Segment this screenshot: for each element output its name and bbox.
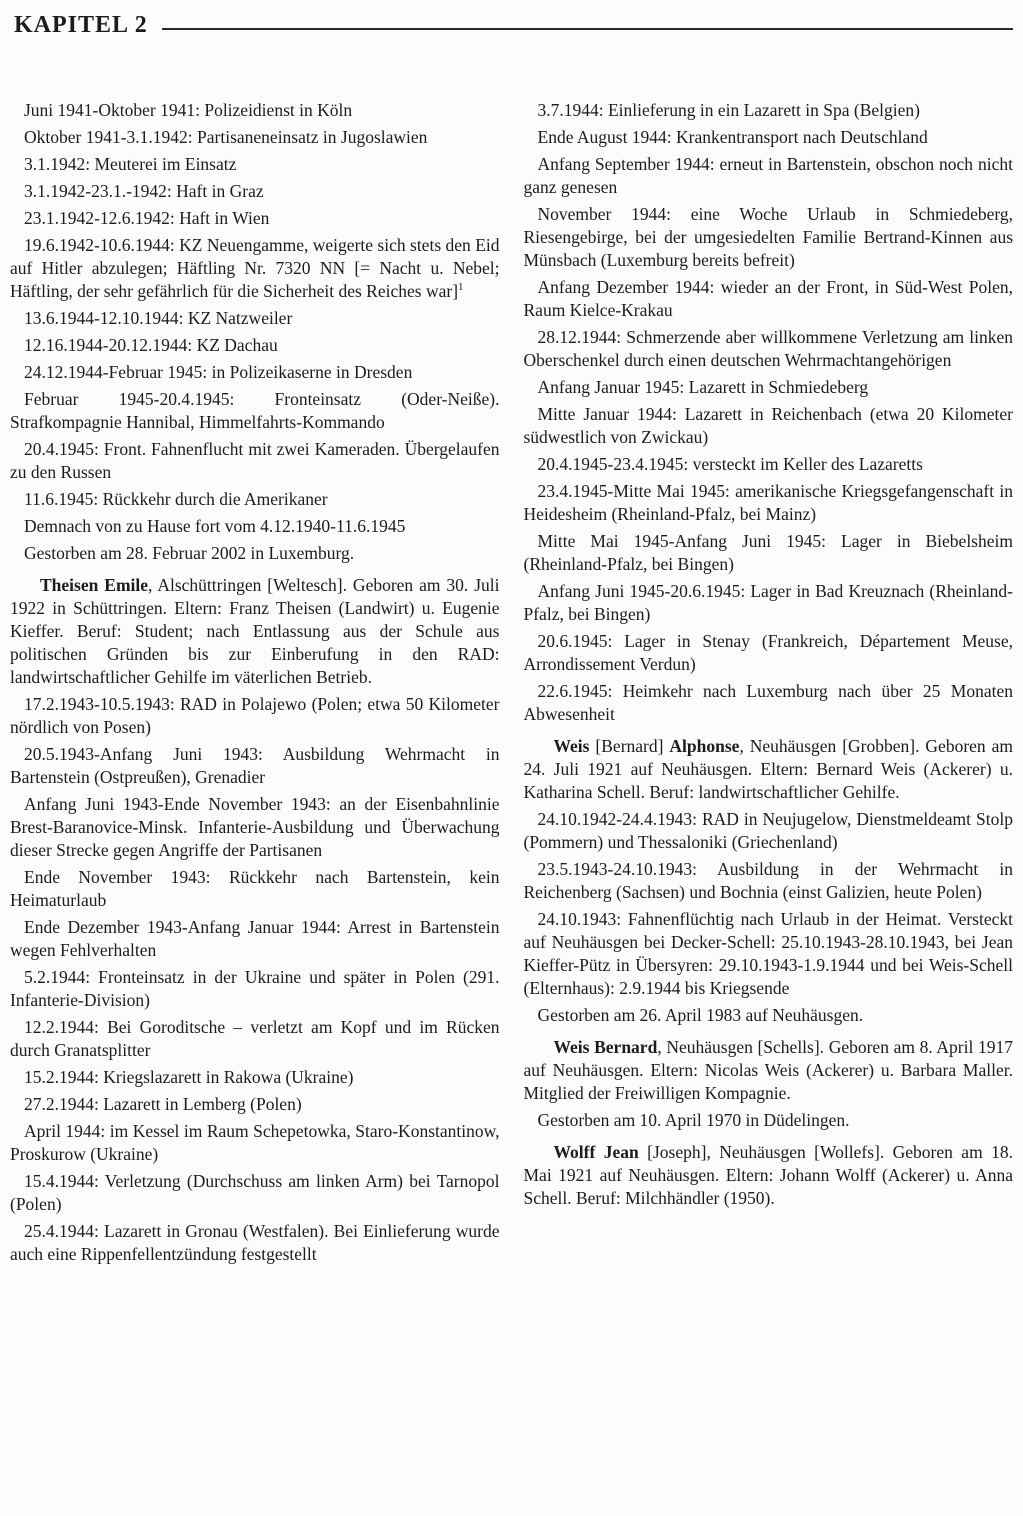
- text-run: Ende Dezember 1943-Anfang Januar 1944: Arrest in Bartenstein wegen Fehlverhalten: [10, 917, 500, 960]
- timeline-entry: [10, 693, 500, 739]
- text-run: , Neuhäusgen [Schells]. Geboren am 8. April 1917 auf Neuhäusgen. Eltern: Nicolas Weis (Ackerer) u. Barbara Maller. Mitglied der Freiwilligen Kompagnie.: [523, 1037, 1013, 1103]
- text-run: 15.4.1944: Verletzung (Durchschuss am linken Arm) bei Tarnopol (Polen): [10, 1171, 500, 1214]
- timeline-entry: [524, 580, 1014, 626]
- text-run: 20.4.1945-23.4.1945: versteckt im Keller des Lazaretts: [537, 454, 923, 474]
- text-run: 13.6.1944-12.10.1944: KZ Natzweiler: [24, 308, 293, 328]
- text-run: 28.12.1944: Schmerzende aber willkommene Verletzung am linken Oberschenkel durch einen deutschen Wehrmachtangehörigen: [523, 327, 1013, 370]
- text-run: November 1944: eine Woche Urlaub in Schmiedeberg, Riesengebirge, bei der umgesiedelten Familie Bertrand-Kinnen aus Münsbach (Luxemburg bereits befreit): [523, 204, 1013, 270]
- timeline-entry: [10, 388, 500, 434]
- timeline-entry: [524, 908, 1014, 1000]
- text-run: Gestorben am 10. April 1970 in Düdelingen.: [537, 1110, 850, 1130]
- biography-paragraph: [524, 735, 1014, 804]
- text-run: 3.1.1942-23.1.-1942: Haft in Graz: [24, 181, 264, 201]
- timeline-entry: [10, 1093, 500, 1116]
- text-run: 23.1.1942-12.6.1942: Haft in Wien: [24, 208, 270, 228]
- text-run: 5.2.1944: Fronteinsatz in der Ukraine und später in Polen (291. Infanterie-Division): [10, 967, 500, 1010]
- text-run: Ende August 1944: Krankentransport nach Deutschland: [537, 127, 928, 147]
- text-run: Anfang Januar 1945: Lazarett in Schmiedeberg: [537, 377, 869, 397]
- text-run: Oktober 1941-3.1.1942: Partisaneneinsatz in Jugoslawien: [24, 127, 428, 147]
- timeline-entry: [10, 966, 500, 1012]
- footnote-marker: 1: [458, 281, 464, 294]
- text-columns: [10, 99, 1013, 1270]
- timeline-entry: [10, 916, 500, 962]
- text-run: Anfang Juni 1943-Ende November 1943: an der Eisenbahnlinie Brest-Baranovice-Minsk. Infanterie-Ausbildung und Überwachung dieser Strecke gegen Angriffe der Partisanen: [10, 794, 500, 860]
- timeline-entry: [10, 307, 500, 330]
- text-run: [Bernard]: [589, 736, 670, 756]
- text-run: Mitte Mai 1945-Anfang Juni 1945: Lager in Biebelsheim (Rheinland-Pfalz, bei Bingen): [523, 531, 1013, 574]
- text-run: [Joseph], Neuhäusgen [Wollefs]. Geboren am 18. Mai 1921 auf Neuhäusgen. Eltern: Johann Wolff (Ackerer) u. Anna Schell. Beruf: Milchhändler (1950).: [523, 1142, 1013, 1208]
- timeline-entry: [524, 403, 1014, 449]
- timeline-entry: [10, 542, 500, 565]
- text-run: 17.2.1943-10.5.1943: RAD in Polajewo (Polen; etwa 50 Kilometer nördlich von Posen): [10, 694, 500, 737]
- text-run: Gestorben am 26. April 1983 auf Neuhäusgen.: [537, 1005, 864, 1025]
- timeline-entry: [524, 530, 1014, 576]
- person-name: Wolff Jean: [553, 1142, 639, 1162]
- timeline-entry: [524, 1109, 1014, 1132]
- text-run: 20.5.1943-Anfang Juni 1943: Ausbildung Wehrmacht in Bartenstein (Ostpreußen), Grenadier: [10, 744, 500, 787]
- text-run: 20.6.1945: Lager in Stenay (Frankreich, Département Meuse, Arrondissement Verdun): [523, 631, 1013, 674]
- text-run: 24.10.1943: Fahnenflüchtig nach Urlaub in der Heimat. Versteckt auf Neuhäusgen bei Decker-Schell: 25.10.1943-28.10.1943, bei Jean Kieffer-Pütz in Übersyren: 29.10.1943-1.9.1944 und bei Weis-Schell (Elternhaus): 2.9.1944 bis Kriegsende: [523, 909, 1013, 998]
- right-column: [524, 99, 1014, 1270]
- text-run: 24.10.1942-24.4.1943: RAD in Neujugelow, Dienstmeldeamt Stolp (Pommern) und Thessaloniki (Griechenland): [523, 809, 1013, 852]
- timeline-entry: [10, 1220, 500, 1266]
- heading-rule: [162, 28, 1013, 30]
- timeline-entry: [524, 376, 1014, 399]
- timeline-entry: [524, 630, 1014, 676]
- biography-paragraph: [10, 574, 500, 689]
- text-run: 11.6.1945: Rückkehr durch die Amerikaner: [24, 489, 328, 509]
- person-name: Theisen Emile: [40, 575, 149, 595]
- text-run: Anfang September 1944: erneut in Bartenstein, obschon noch nicht ganz genesen: [523, 154, 1013, 197]
- chapter-title: KAPITEL 2: [14, 12, 148, 38]
- text-run: 19.6.1942-10.6.1944: KZ Neuengamme, weigerte sich stets den Eid auf Hitler abzulegen; Häftling Nr. 7320 NN [= Nacht u. Nebel; Häftling, der sehr gefährlich für die Sicherheit des Reiches war]: [10, 235, 500, 301]
- text-run: 23.5.1943-24.10.1943: Ausbildung in der Wehrmacht in Reichenberg (Sachsen) und Bochnia (einst Galizien, heute Polen): [523, 859, 1013, 902]
- timeline-entry: [10, 1170, 500, 1216]
- text-run: 23.4.1945-Mitte Mai 1945: amerikanische Kriegsgefangenschaft in Heidesheim (Rheinland-Pfalz, bei Mainz): [523, 481, 1013, 524]
- text-run: 3.1.1942: Meuterei im Einsatz: [24, 154, 237, 174]
- timeline-entry: [10, 1120, 500, 1166]
- text-run: 12.16.1944-20.12.1944: KZ Dachau: [24, 335, 278, 355]
- timeline-entry: [10, 207, 500, 230]
- timeline-entry: [10, 793, 500, 862]
- timeline-entry: [524, 153, 1014, 199]
- timeline-entry: [10, 438, 500, 484]
- timeline-entry: [10, 334, 500, 357]
- person-name: Alphonse: [669, 736, 740, 756]
- text-run: , Alschüttringen [Weltesch]. Geboren am 30. Juli 1922 in Schüttringen. Eltern: Franz Theisen (Landwirt) u. Eugenie Kieffer. Beruf: Student; nach Entlassung aus der Schule aus politischen Gründen bis zur Einberufung in den RAD: landwirtschaftlicher Gehilfe im väterlichen Betrieb.: [10, 575, 500, 687]
- text-run: Demnach von zu Hause fort vom 4.12.1940-11.6.1945: [24, 516, 406, 536]
- text-run: Anfang Juni 1945-20.6.1945: Lager in Bad Kreuznach (Rheinland-Pfalz, bei Bingen): [523, 581, 1013, 624]
- text-run: Februar 1945-20.4.1945: Fronteinsatz (Oder-Neiße). Strafkompagnie Hannibal, Himmelfahrts-Kommando: [10, 389, 500, 432]
- timeline-entry: [10, 488, 500, 511]
- timeline-entry: [524, 203, 1014, 272]
- text-run: Mitte Januar 1944: Lazarett in Reichenbach (etwa 20 Kilometer südwestlich von Zwickau): [523, 404, 1013, 447]
- text-run: 12.2.1944: Bei Goroditsche – verletzt am Kopf und im Rücken durch Granatsplitter: [10, 1017, 500, 1060]
- text-run: Ende November 1943: Rückkehr nach Bartenstein, kein Heimaturlaub: [10, 867, 500, 910]
- text-run: , Neuhäusgen [Grobben]. Geboren am 24. Juli 1921 auf Neuhäusgen. Eltern: Bernard Weis (Ackerer) u. Katharina Schell. Beruf: landwirtschaftlicher Gehilfe.: [523, 736, 1013, 802]
- text-run: 25.4.1944: Lazarett in Gronau (Westfalen). Bei Einlieferung wurde auch eine Rippenfellentzündung festgestellt: [10, 1221, 500, 1264]
- chapter-header: [10, 12, 1013, 39]
- text-run: Anfang Dezember 1944: wieder an der Front, in Süd-West Polen, Raum Kielce-Krakau: [523, 277, 1013, 320]
- left-column: [10, 99, 500, 1270]
- timeline-entry: [10, 99, 500, 122]
- timeline-entry: [10, 1066, 500, 1089]
- timeline-entry: [10, 1016, 500, 1062]
- timeline-entry: [10, 866, 500, 912]
- biography-paragraph: [524, 1036, 1014, 1105]
- timeline-entry: [524, 680, 1014, 726]
- timeline-entry: [524, 808, 1014, 854]
- timeline-entry: [524, 99, 1014, 122]
- timeline-entry: [524, 480, 1014, 526]
- text-run: 20.4.1945: Front. Fahnenflucht mit zwei Kameraden. Übergelaufen zu den Russen: [10, 439, 500, 482]
- timeline-entry: [10, 234, 500, 303]
- text-run: 3.7.1944: Einlieferung in ein Lazarett in Spa (Belgien): [537, 100, 920, 120]
- timeline-entry: [524, 1004, 1014, 1027]
- timeline-entry: [10, 361, 500, 384]
- timeline-entry: [10, 126, 500, 149]
- text-run: 15.2.1944: Kriegslazarett in Rakowa (Ukraine): [24, 1067, 354, 1087]
- text-run: 24.12.1944-Februar 1945: in Polizeikaserne in Dresden: [24, 362, 413, 382]
- timeline-entry: [524, 126, 1014, 149]
- timeline-entry: [10, 153, 500, 176]
- text-run: 27.2.1944: Lazarett in Lemberg (Polen): [24, 1094, 302, 1114]
- timeline-entry: [10, 180, 500, 203]
- person-name: Weis Bernard: [553, 1037, 658, 1057]
- timeline-entry: [524, 326, 1014, 372]
- timeline-entry: [10, 515, 500, 538]
- biography-paragraph: [524, 1141, 1014, 1210]
- timeline-entry: [524, 276, 1014, 322]
- timeline-entry: [10, 743, 500, 789]
- text-run: April 1944: im Kessel im Raum Schepetowka, Staro-Konstantinow, Proskurow (Ukraine): [10, 1121, 500, 1164]
- text-run: Juni 1941-Oktober 1941: Polizeidienst in Köln: [24, 100, 353, 120]
- timeline-entry: [524, 858, 1014, 904]
- text-run: 22.6.1945: Heimkehr nach Luxemburg nach über 25 Monaten Abwesenheit: [523, 681, 1013, 724]
- text-run: Gestorben am 28. Februar 2002 in Luxemburg.: [24, 543, 355, 563]
- timeline-entry: [524, 453, 1014, 476]
- person-name: Weis: [553, 736, 590, 756]
